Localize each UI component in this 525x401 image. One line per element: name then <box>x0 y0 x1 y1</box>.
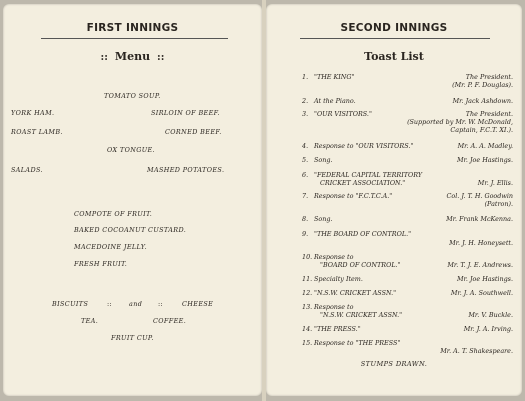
second-innings-heading: SECOND INNINGS <box>340 22 448 34</box>
toast-number: 6. <box>302 171 309 179</box>
toast-number: 7. <box>302 192 309 200</box>
toast-text: "FEDERAL CAPITAL TERRITORY <box>314 171 423 179</box>
toast-text-cont: CRICKET ASSOCIATION." <box>320 179 406 187</box>
menu-item-biscuits: BISCUITS <box>52 300 89 308</box>
menu-item-lamb: ROAST LAMB. <box>11 128 63 136</box>
toast-text: Response to <box>314 253 354 261</box>
menu-prefix: :: <box>100 52 108 63</box>
toast-text: "OUR VISITORS." <box>314 110 372 118</box>
menu-item-tongue: OX TONGUE. <box>107 146 155 154</box>
menu-suffix: :: <box>157 52 165 63</box>
toast-number: 1. <box>302 73 309 81</box>
toast-text: Response to "F.C.T.C.A." <box>314 192 393 200</box>
menu-item-fruit: FRESH FRUIT. <box>74 260 128 268</box>
toast-text: Response to "THE PRESS" <box>314 339 401 347</box>
menu-item-jelly: MACEDOINE JELLY. <box>74 243 148 251</box>
toast-number: 2. <box>302 97 309 105</box>
menu-item-salads: SALADS. <box>11 166 43 174</box>
toast-number: 4. <box>302 142 309 150</box>
menu-item-coffee: COFFEE. <box>153 317 187 325</box>
toast-speaker: Mr. J. A. Southwell. <box>450 289 513 297</box>
toast-number: 15. <box>302 339 313 347</box>
toast-text: Specialty Item. <box>314 275 363 283</box>
toast-speaker: Mr. Frank McKenna. <box>446 215 513 223</box>
menu-title: Menu <box>114 50 151 63</box>
left-heading-rule <box>41 38 228 39</box>
toast-number: 10. <box>302 253 313 261</box>
toast-speaker-detail: (Mr. P. F. Douglas). <box>452 81 513 89</box>
menu-item-corned: CORNED BEEF. <box>165 128 222 136</box>
toast-speaker: Mr. A. T. Shakespeare. <box>440 347 513 355</box>
toast-speaker: Mr. J. H. Honeysett. <box>449 239 513 247</box>
toast-speaker: Mr. J. Ellis. <box>477 179 513 187</box>
toast-text: "N.S.W. CRICKET ASSN." <box>314 289 397 297</box>
right-page <box>266 4 522 396</box>
menu-item-soup: TOMATO SOUP. <box>104 92 161 100</box>
toast-speaker: Mr. Joe Hastings. <box>457 156 513 164</box>
toast-number: 11. <box>302 275 313 283</box>
toast-number: 9. <box>302 230 309 238</box>
toast-speaker: Mr. Joe Hastings. <box>457 275 513 283</box>
menu-item-and: and <box>129 300 143 308</box>
toast-text: Song. <box>314 156 333 164</box>
menu-item-cheese: CHEESE <box>182 300 214 308</box>
menu-item-ham: YORK HAM. <box>11 109 55 117</box>
toast-text: "THE PRESS." <box>314 325 361 333</box>
first-innings-heading: FIRST INNINGS <box>86 22 179 34</box>
toast-text-cont: "BOARD OF CONTROL." <box>320 261 401 269</box>
toast-speaker: Mr. Jack Ashdown. <box>452 97 513 105</box>
menu-item-fruitcup: FRUIT CUP. <box>111 334 154 342</box>
toast-number: 3. <box>302 110 309 118</box>
stumps-drawn-footer: STUMPS DRAWN. <box>360 360 428 368</box>
menu-sep-1: :: <box>107 300 113 308</box>
menu-item-custard: BAKED COCOANUT CUSTARD. <box>74 226 187 234</box>
toast-text: "THE KING" <box>314 73 355 81</box>
menu-subhead <box>3 50 262 63</box>
toast-text: "THE BOARD OF CONTROL." <box>314 230 412 238</box>
toast-text: Response to "OUR VISITORS." <box>314 142 414 150</box>
toast-speaker: The President. <box>465 110 513 118</box>
toast-number: 12. <box>302 289 313 297</box>
toast-text: Song. <box>314 215 333 223</box>
toast-number: 5. <box>302 156 309 164</box>
left-page <box>3 4 262 396</box>
menu-sep-2: :: <box>158 300 164 308</box>
toast-speaker: Mr. V. Buckle. <box>468 311 513 319</box>
toast-speaker-detail: Captain, F.C.T. XI.). <box>450 126 513 134</box>
toast-number: 8. <box>302 215 309 223</box>
menu-item-tea: TEA. <box>81 317 99 325</box>
toast-speaker-detail: (Patron). <box>484 200 513 208</box>
menu-item-compote: COMPOTE OF FRUIT. <box>74 210 153 218</box>
right-heading-rule <box>300 38 490 39</box>
toast-speaker: Mr. J. A. Irving. <box>463 325 513 333</box>
toast-speaker: Mr. T. J. E. Andrews. <box>447 261 513 269</box>
menu-item-potatoes: MASHED POTATOES. <box>147 166 225 174</box>
toast-number: 14. <box>302 325 313 333</box>
toast-text-cont: "N.S.W. CRICKET ASSN." <box>320 311 403 319</box>
toast-text: Response to <box>314 303 354 311</box>
menu-item-sirloin: SIRLOIN OF BEEF. <box>151 109 220 117</box>
toast-speaker: Mr. A. A. Madley. <box>457 142 513 150</box>
toast-list-title: Toast List <box>364 50 424 63</box>
toast-text: At the Piano. <box>314 97 356 105</box>
toast-speaker: The President. <box>465 73 513 81</box>
toast-number: 13. <box>302 303 313 311</box>
toast-speaker-detail: (Supported by Mr. W. McDonald, <box>407 118 513 126</box>
toast-speaker: Col. J. T. H. Goodwin <box>446 192 513 200</box>
